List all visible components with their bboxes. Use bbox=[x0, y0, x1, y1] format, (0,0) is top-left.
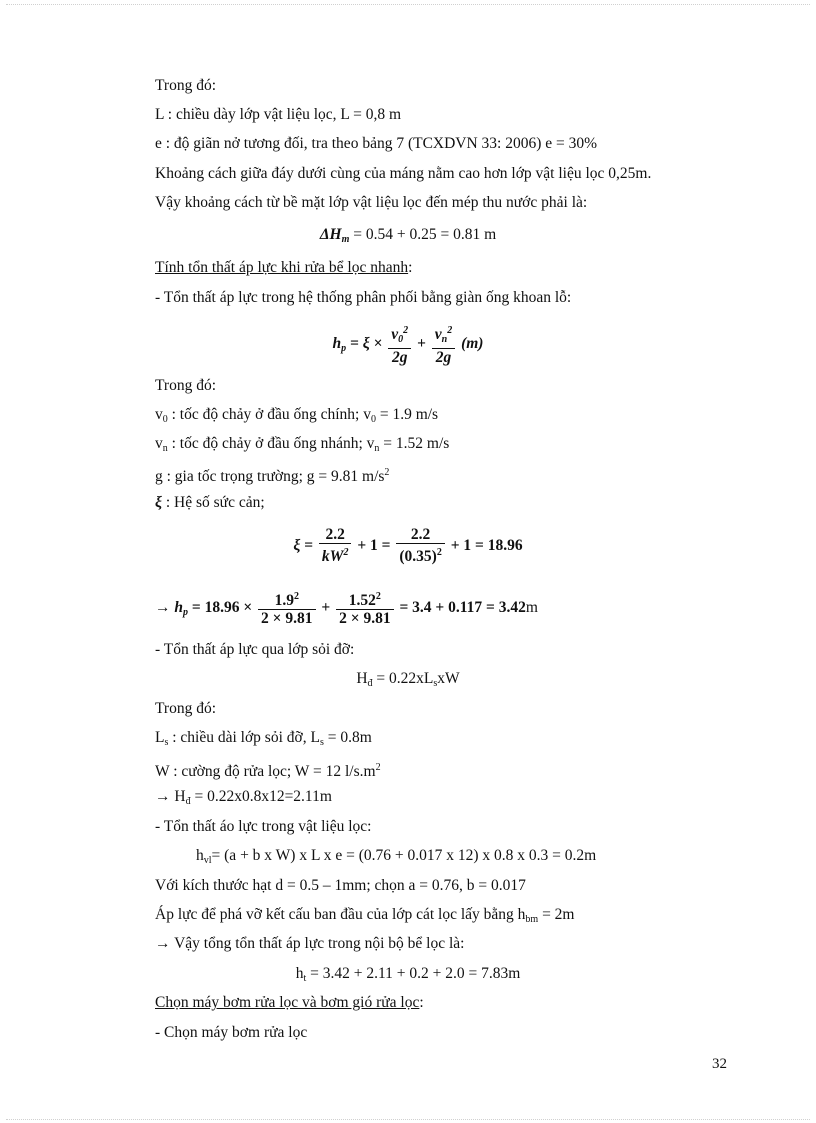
v0-sub-2: 0 bbox=[370, 414, 376, 425]
eq3-num2: 2.2 bbox=[396, 526, 444, 544]
hd-result-symbol: → H bbox=[155, 788, 186, 805]
eq3-den1sup: 2 bbox=[343, 547, 349, 559]
text-line: Với kích thước hạt d = 0.5 – 1mm; chọn a = 0.76, b = 0.017 bbox=[155, 877, 526, 894]
eq2-v1: v bbox=[391, 326, 399, 343]
section-heading-colon: : bbox=[408, 259, 413, 276]
g-sup: 2 bbox=[384, 467, 390, 478]
text-line-vn bbox=[155, 434, 449, 459]
equation-hp-formula bbox=[0, 322, 816, 367]
hd-tail: xW bbox=[437, 670, 460, 687]
hd-ls-sub: s bbox=[433, 678, 438, 689]
eq4-den2: 2 × 9.81 bbox=[339, 610, 391, 628]
hvl-symbol: h bbox=[196, 847, 204, 864]
hvl-sub: vl bbox=[203, 855, 212, 866]
section-heading bbox=[155, 258, 412, 278]
equation-hd bbox=[0, 669, 816, 694]
eq4-arrow: → bbox=[155, 599, 175, 616]
eq2-hsub: p bbox=[341, 343, 347, 355]
eq2-eqxi: = ξ × bbox=[346, 335, 387, 353]
eq3-den2sup: 2 bbox=[436, 547, 442, 559]
text-line: → Vậy tổng tổn thất áp lực trong nội bộ bể lọc là: bbox=[155, 935, 465, 952]
hd-text: = 0.22xL bbox=[372, 670, 434, 687]
xi-symbol: ξ bbox=[155, 494, 162, 511]
hd-sub: đ bbox=[367, 678, 373, 689]
section-heading bbox=[155, 993, 424, 1013]
text-line: Khoảng cách giữa đáy dưới cùng của máng nằm cao hơn lớp vật liệu lọc 0,25m. bbox=[155, 165, 652, 182]
vn-text: : tốc độ chảy ở đầu ống nhánh; v bbox=[167, 435, 375, 452]
v0-value: = 1.9 m/s bbox=[375, 406, 439, 423]
text-line-ls bbox=[155, 728, 372, 753]
eq2-v2sub: n bbox=[441, 334, 448, 345]
text-line: - Tổn thất áp lực trong hệ thống phân phối bằng giàn ống khoan lỗ: bbox=[155, 289, 572, 306]
eq2-fraction-2 bbox=[432, 322, 455, 367]
ht-symbol: h bbox=[295, 965, 304, 982]
eq4-result: = 3.4 + 0.117 = 3.42 bbox=[399, 599, 526, 616]
eq3-eq: = bbox=[300, 537, 317, 554]
eq3-fraction-1 bbox=[319, 526, 352, 566]
eq4-unit: m bbox=[525, 599, 538, 616]
text-line-g bbox=[155, 463, 389, 487]
eq4-fraction-1 bbox=[258, 588, 315, 628]
eq2-h: h bbox=[332, 335, 342, 353]
eq4-num2: 1.52 bbox=[348, 592, 376, 610]
hbm-value: = 2m bbox=[538, 906, 575, 923]
text-line: - Tổn thất áo lực trong vật liệu lọc: bbox=[155, 818, 372, 835]
v0-symbol: v bbox=[155, 406, 163, 423]
hd-symbol: H bbox=[356, 670, 368, 687]
page-border-top bbox=[6, 4, 810, 5]
eq2-fraction-1 bbox=[388, 322, 411, 367]
w-text: W : cường độ rửa lọc; W = 12 l/s.m bbox=[155, 763, 376, 780]
v0-sub: 0 bbox=[162, 414, 168, 425]
text-line-hbm bbox=[155, 905, 575, 930]
vn-value: = 1.52 m/s bbox=[379, 435, 450, 452]
text-line: Trong đó: bbox=[155, 77, 217, 94]
eq2-v1sub: 0 bbox=[398, 334, 404, 345]
eq2-den1: 2g bbox=[391, 349, 408, 366]
page-number: 32 bbox=[712, 1056, 727, 1072]
vn-sub: n bbox=[162, 443, 168, 454]
eq3-den1: kW bbox=[321, 548, 344, 566]
eq2-plus: + bbox=[417, 335, 430, 353]
vn-sub-2: n bbox=[374, 443, 380, 454]
eq4-num2sup: 2 bbox=[375, 591, 381, 603]
text-line-hd-result bbox=[155, 787, 332, 812]
eq4-coef: = 18.96 × bbox=[188, 599, 257, 616]
section-heading-colon: : bbox=[419, 994, 424, 1011]
eq4-num1: 1.9 bbox=[274, 592, 294, 610]
eq2-den2: 2g bbox=[435, 349, 452, 366]
eq4-num1sup: 2 bbox=[293, 591, 299, 603]
ls-sub: s bbox=[164, 737, 169, 748]
eq3-xi: ξ bbox=[293, 537, 301, 554]
vn-symbol: v bbox=[155, 435, 163, 452]
text-line: e : độ giãn nở tương đối, tra theo bảng 7 (TCXDVN 33: 2006) e = 30% bbox=[155, 135, 598, 152]
eq3-num1: 2.2 bbox=[319, 526, 352, 544]
section-heading-text: Tính tổn thất áp lực khi rửa bể lọc nhanh bbox=[155, 259, 409, 276]
eq-delta-rest: = 0.54 + 0.25 = 0.81 m bbox=[349, 226, 497, 243]
ls-sub-2: s bbox=[319, 737, 324, 748]
eq4-hsub: p bbox=[183, 607, 188, 618]
text-line: - Chọn máy bơm rửa lọc bbox=[155, 1024, 308, 1041]
text-line-v0 bbox=[155, 405, 438, 430]
text-line-w bbox=[155, 758, 381, 782]
eq-delta-symbol: ΔH bbox=[319, 226, 342, 243]
eq4-fraction-2 bbox=[336, 588, 393, 628]
eq-delta-sub: m bbox=[341, 234, 350, 245]
eq2-v2: v bbox=[434, 326, 442, 343]
eq4-plus: + bbox=[321, 599, 335, 616]
eq4-h: h bbox=[174, 599, 183, 616]
ht-expression: = 3.42 + 2.11 + 0.2 + 2.0 = 7.83m bbox=[306, 965, 521, 982]
equation-hvl bbox=[196, 846, 596, 871]
text-line: - Tổn thất áp lực qua lớp sỏi đỡ: bbox=[155, 641, 355, 658]
equation-ht bbox=[0, 964, 816, 989]
section-heading-text: Chọn máy bơm rửa lọc và bơm gió rửa lọc bbox=[155, 994, 420, 1011]
hd-result-sub: đ bbox=[185, 796, 191, 807]
equation-delta-h bbox=[0, 225, 816, 250]
page-border-bottom bbox=[6, 1119, 810, 1120]
g-text: g : gia tốc trọng trường; g = 9.81 m/s bbox=[155, 468, 385, 485]
ls-symbol: L bbox=[155, 729, 165, 746]
eq4-den1: 2 × 9.81 bbox=[261, 610, 313, 628]
text-line: Vậy khoảng cách từ bề mặt lớp vật liệu lọc đến mép thu nước phải là: bbox=[155, 194, 588, 211]
eq3-den2: (0.35) bbox=[399, 548, 437, 566]
v0-text: : tốc độ chảy ở đầu ống chính; v bbox=[167, 406, 371, 423]
hd-result-value: = 0.22x0.8x12=2.11m bbox=[190, 788, 332, 805]
hbm-text: Áp lực để phá vỡ kết cấu ban đầu của lớp cát lọc lấy bằng h bbox=[155, 906, 526, 923]
ls-value: = 0.8m bbox=[323, 729, 372, 746]
eq3-plus1: + 1 = bbox=[357, 537, 395, 554]
w-sup: 2 bbox=[375, 762, 381, 773]
eq3-fraction-2 bbox=[396, 526, 444, 566]
eq3-plus2: + 1 = 18.96 bbox=[450, 537, 523, 554]
eq2-v1sup: 2 bbox=[403, 325, 409, 336]
text-line: L : chiều dày lớp vật liệu lọc, L = 0,8 m bbox=[155, 106, 402, 123]
equation-hp-result bbox=[155, 588, 538, 633]
ht-sub: t bbox=[303, 973, 307, 984]
eq2-v2sup: 2 bbox=[447, 325, 453, 336]
text-line-xi bbox=[155, 493, 265, 513]
hvl-expression: = (a + b x W) x L x e = (0.76 + 0.017 x 12) x 0.8 x 0.3 = 0.2m bbox=[211, 847, 597, 864]
text-line: Trong đó: bbox=[155, 377, 217, 394]
ls-text: : chiều dài lớp sỏi đỡ, L bbox=[168, 729, 320, 746]
equation-xi bbox=[0, 526, 816, 566]
hbm-sub: bm bbox=[525, 914, 539, 925]
eq2-unit: (m) bbox=[461, 335, 484, 353]
text-line: Trong đó: bbox=[155, 700, 217, 717]
xi-text: : Hệ số sức cản; bbox=[161, 494, 265, 511]
